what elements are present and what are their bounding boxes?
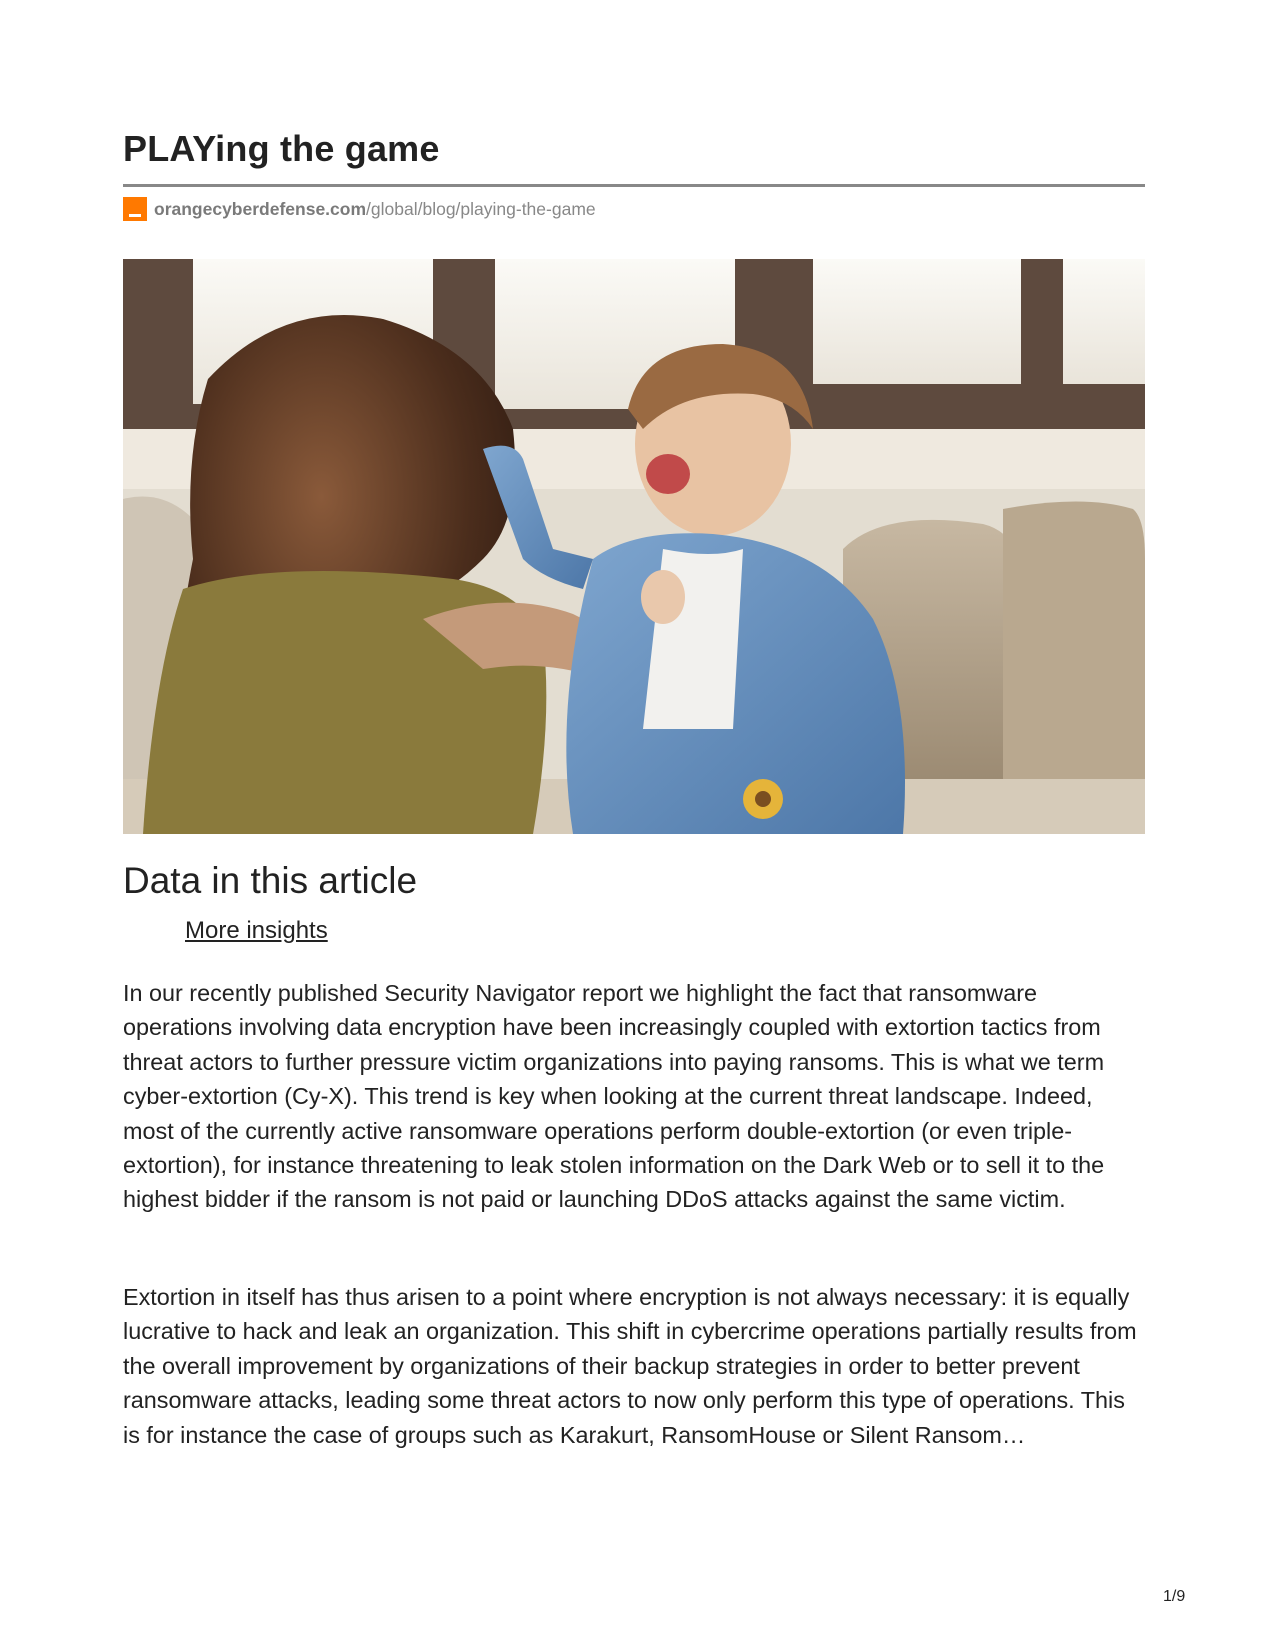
source-url[interactable] [154, 199, 596, 220]
hero-photo-illustration [123, 259, 1145, 834]
paragraph-2: Extortion in itself has thus arisen to a point where encryption is not always necessary: it is equally lucrative to hack and leak an organization. This shift in cybercrime operations partially results from the overall improvement by organizations of their backup strategies in order to better prevent ransomware attacks, leading some threat actors to now only perform this type of operations. This is for instance the case of groups such as Karakurt, RansomHouse or Silent Ransom… [123, 1284, 1137, 1448]
hero-image [123, 259, 1145, 834]
more-insights-link[interactable]: More insights [185, 917, 328, 944]
paragraph-1: In our recently published Security Navigator report we highlight the fact that ransomware operations involving data encryption have been increasingly coupled with extortion tactics from threat actors to further pressure victim organizations into paying ransoms. This is what we term cyber-extortion (Cy-X). This trend is key when looking at the current threat landscape. Indeed, most of the currently active ransomware operations perform double-extortion (or even triple-extortion), for instance threatening to leak stolen information on the Dark Web or to sell it to the highest bidder if the ransom is not paid or launching DDoS attacks against the same victim. [123, 980, 1105, 1213]
title-divider [123, 184, 1145, 187]
source-line [123, 197, 596, 221]
page-number: 1/9 [1163, 1588, 1186, 1605]
source-domain[interactable]: orangecyberdefense.com [154, 198, 367, 219]
source-path[interactable]: /global/blog/playing-the-game [366, 198, 596, 219]
article-title: PLAYing the game [123, 128, 440, 169]
section-heading: Data in this article [123, 860, 418, 901]
orange-logo-icon [123, 197, 147, 221]
